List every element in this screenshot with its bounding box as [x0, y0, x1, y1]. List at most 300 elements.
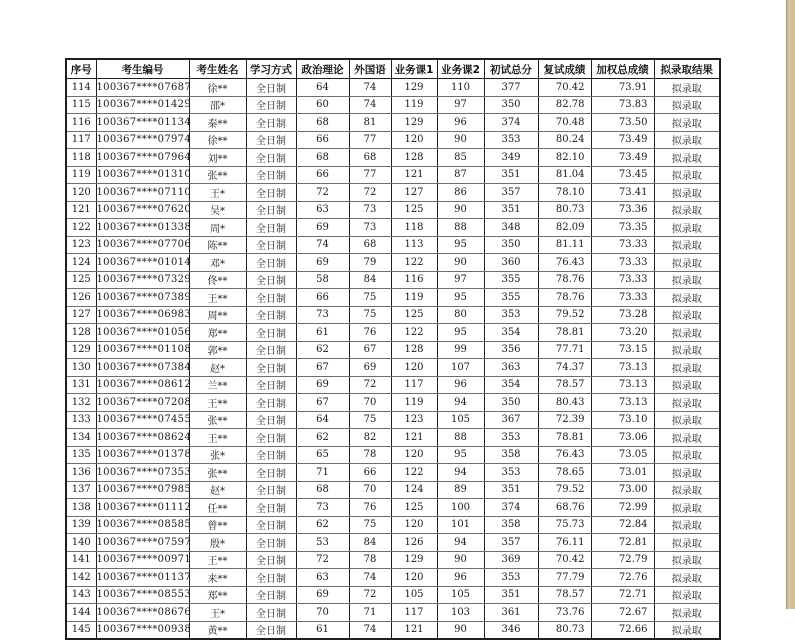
cell-retest-score: 78.81 — [538, 429, 591, 447]
cell-initial-total: 358 — [484, 516, 538, 534]
cell-course2: 88 — [437, 429, 484, 447]
cell-retest-score: 76.43 — [538, 254, 591, 272]
cell-course1: 119 — [391, 289, 437, 307]
table-row — [66, 271, 720, 289]
cell-candidate-id: 100367****07964 — [96, 149, 189, 167]
table-row — [66, 236, 720, 254]
cell-name: 王* — [189, 604, 246, 622]
cell-weighted-total: 73.49 — [591, 149, 654, 167]
cell-retest-score: 77.79 — [538, 569, 591, 587]
cell-result: 拟录取 — [654, 551, 720, 569]
cell-course1: 117 — [391, 376, 437, 394]
cell-course2: 94 — [437, 464, 484, 482]
cell-result: 拟录取 — [654, 534, 720, 552]
cell-study-mode: 全日制 — [246, 306, 296, 324]
cell-study-mode: 全日制 — [246, 149, 296, 167]
column-header-index: 序号 — [66, 59, 96, 79]
cell-study-mode: 全日制 — [246, 254, 296, 272]
cell-politics: 64 — [296, 79, 349, 97]
table-row — [66, 184, 720, 202]
cell-politics: 61 — [296, 621, 349, 639]
cell-foreign-language: 70 — [349, 394, 391, 412]
cell-weighted-total: 73.33 — [591, 254, 654, 272]
cell-course1: 129 — [391, 114, 437, 132]
cell-politics: 73 — [296, 499, 349, 517]
cell-initial-total: 377 — [484, 79, 538, 97]
cell-course2: 96 — [437, 376, 484, 394]
table-row — [66, 376, 720, 394]
cell-name: 黄** — [189, 621, 246, 639]
cell-index: 115 — [66, 96, 96, 114]
cell-retest-score: 76.11 — [538, 534, 591, 552]
cell-foreign-language: 72 — [349, 376, 391, 394]
cell-course2: 95 — [437, 236, 484, 254]
cell-politics: 60 — [296, 96, 349, 114]
cell-index: 131 — [66, 376, 96, 394]
cell-weighted-total: 72.76 — [591, 569, 654, 587]
cell-study-mode: 全日制 — [246, 621, 296, 639]
cell-course1: 121 — [391, 166, 437, 184]
cell-name: 殷* — [189, 534, 246, 552]
cell-retest-score: 80.73 — [538, 201, 591, 219]
cell-study-mode: 全日制 — [246, 464, 296, 482]
cell-study-mode: 全日制 — [246, 569, 296, 587]
cell-candidate-id: 100367****07985 — [96, 481, 189, 499]
cell-index: 144 — [66, 604, 96, 622]
cell-politics: 63 — [296, 569, 349, 587]
cell-foreign-language: 73 — [349, 201, 391, 219]
cell-course2: 95 — [437, 289, 484, 307]
cell-politics: 74 — [296, 236, 349, 254]
cell-foreign-language: 70 — [349, 481, 391, 499]
cell-politics: 66 — [296, 166, 349, 184]
cell-course1: 125 — [391, 499, 437, 517]
cell-retest-score: 82.09 — [538, 219, 591, 237]
cell-candidate-id: 100367****07455 — [96, 411, 189, 429]
table-row — [66, 254, 720, 272]
cell-retest-score: 78.76 — [538, 271, 591, 289]
table-row — [66, 551, 720, 569]
cell-foreign-language: 78 — [349, 551, 391, 569]
cell-index: 116 — [66, 114, 96, 132]
table-row — [66, 219, 720, 237]
cell-foreign-language: 75 — [349, 289, 391, 307]
cell-name: 王** — [189, 289, 246, 307]
cell-course2: 94 — [437, 394, 484, 412]
table-row — [66, 586, 720, 604]
cell-politics: 69 — [296, 586, 349, 604]
cell-name: 佟** — [189, 271, 246, 289]
cell-politics: 58 — [296, 271, 349, 289]
cell-politics: 69 — [296, 376, 349, 394]
cell-retest-score: 79.52 — [538, 481, 591, 499]
cell-result: 拟录取 — [654, 341, 720, 359]
cell-foreign-language: 67 — [349, 341, 391, 359]
cell-foreign-language: 68 — [349, 149, 391, 167]
cell-result: 拟录取 — [654, 254, 720, 272]
cell-course2: 99 — [437, 341, 484, 359]
cell-study-mode: 全日制 — [246, 96, 296, 114]
cell-weighted-total: 73.13 — [591, 394, 654, 412]
cell-course1: 128 — [391, 149, 437, 167]
cell-politics: 66 — [296, 131, 349, 149]
cell-foreign-language: 78 — [349, 446, 391, 464]
cell-index: 120 — [66, 184, 96, 202]
cell-course2: 89 — [437, 481, 484, 499]
cell-retest-score: 78.57 — [538, 376, 591, 394]
cell-result: 拟录取 — [654, 481, 720, 499]
cell-foreign-language: 74 — [349, 569, 391, 587]
cell-foreign-language: 77 — [349, 131, 391, 149]
cell-course2: 105 — [437, 411, 484, 429]
cell-course1: 129 — [391, 551, 437, 569]
column-header-weighted-total: 加权总成绩 — [591, 59, 654, 79]
cell-retest-score: 70.42 — [538, 551, 591, 569]
cell-course2: 87 — [437, 166, 484, 184]
cell-result: 拟录取 — [654, 586, 720, 604]
cell-weighted-total: 73.41 — [591, 184, 654, 202]
cell-course2: 90 — [437, 201, 484, 219]
cell-initial-total: 355 — [484, 289, 538, 307]
cell-politics: 70 — [296, 604, 349, 622]
cell-initial-total: 363 — [484, 359, 538, 377]
cell-course1: 126 — [391, 534, 437, 552]
cell-retest-score: 68.76 — [538, 499, 591, 517]
cell-foreign-language: 84 — [349, 534, 391, 552]
cell-course1: 128 — [391, 341, 437, 359]
cell-result: 拟录取 — [654, 411, 720, 429]
cell-index: 114 — [66, 79, 96, 97]
cell-index: 145 — [66, 621, 96, 639]
cell-weighted-total: 73.06 — [591, 429, 654, 447]
cell-study-mode: 全日制 — [246, 481, 296, 499]
cell-initial-total: 354 — [484, 376, 538, 394]
cell-result: 拟录取 — [654, 499, 720, 517]
cell-name: 郑** — [189, 586, 246, 604]
cell-index: 140 — [66, 534, 96, 552]
cell-result: 拟录取 — [654, 166, 720, 184]
cell-politics: 71 — [296, 464, 349, 482]
cell-study-mode: 全日制 — [246, 429, 296, 447]
cell-index: 119 — [66, 166, 96, 184]
cell-name: 徐** — [189, 131, 246, 149]
column-header-name: 考生姓名 — [189, 59, 246, 79]
cell-name: 王** — [189, 551, 246, 569]
cell-course1: 105 — [391, 586, 437, 604]
cell-name: 邓* — [189, 254, 246, 272]
cell-course1: 120 — [391, 131, 437, 149]
cell-course2: 80 — [437, 306, 484, 324]
table-row — [66, 166, 720, 184]
table-row — [66, 534, 720, 552]
cell-politics: 69 — [296, 254, 349, 272]
cell-weighted-total: 72.71 — [591, 586, 654, 604]
header-row — [66, 59, 720, 79]
cell-foreign-language: 76 — [349, 324, 391, 342]
cell-result: 拟录取 — [654, 289, 720, 307]
cell-result: 拟录取 — [654, 149, 720, 167]
cell-initial-total: 358 — [484, 446, 538, 464]
cell-study-mode: 全日制 — [246, 586, 296, 604]
cell-foreign-language: 72 — [349, 586, 391, 604]
cell-index: 121 — [66, 201, 96, 219]
cell-foreign-language: 74 — [349, 621, 391, 639]
cell-study-mode: 全日制 — [246, 516, 296, 534]
cell-retest-score: 80.43 — [538, 394, 591, 412]
cell-name: 张** — [189, 166, 246, 184]
cell-result: 拟录取 — [654, 569, 720, 587]
cell-initial-total: 360 — [484, 254, 538, 272]
cell-index: 138 — [66, 499, 96, 517]
cell-weighted-total: 73.28 — [591, 306, 654, 324]
cell-index: 129 — [66, 341, 96, 359]
cell-weighted-total: 73.35 — [591, 219, 654, 237]
cell-index: 141 — [66, 551, 96, 569]
cell-initial-total: 369 — [484, 551, 538, 569]
cell-weighted-total: 73.01 — [591, 464, 654, 482]
admission-table — [65, 58, 721, 640]
cell-retest-score: 78.65 — [538, 464, 591, 482]
cell-retest-score: 82.10 — [538, 149, 591, 167]
cell-name: 张** — [189, 411, 246, 429]
cell-initial-total: 357 — [484, 534, 538, 552]
cell-course2: 97 — [437, 271, 484, 289]
cell-initial-total: 350 — [484, 96, 538, 114]
cell-foreign-language: 75 — [349, 306, 391, 324]
cell-course1: 117 — [391, 604, 437, 622]
cell-initial-total: 351 — [484, 481, 538, 499]
cell-politics: 73 — [296, 306, 349, 324]
cell-initial-total: 353 — [484, 131, 538, 149]
cell-index: 137 — [66, 481, 96, 499]
cell-study-mode: 全日制 — [246, 289, 296, 307]
cell-candidate-id: 100367****07687 — [96, 79, 189, 97]
table-row — [66, 306, 720, 324]
cell-candidate-id: 100367****07208 — [96, 394, 189, 412]
cell-study-mode: 全日制 — [246, 219, 296, 237]
cell-study-mode: 全日制 — [246, 166, 296, 184]
cell-name: 曾** — [189, 516, 246, 534]
cell-retest-score: 74.37 — [538, 359, 591, 377]
cell-index: 123 — [66, 236, 96, 254]
column-header-initial-total: 初试总分 — [484, 59, 538, 79]
cell-result: 拟录取 — [654, 236, 720, 254]
cell-course1: 122 — [391, 324, 437, 342]
cell-foreign-language: 73 — [349, 219, 391, 237]
cell-foreign-language: 84 — [349, 271, 391, 289]
cell-candidate-id: 100367****07597 — [96, 534, 189, 552]
cell-initial-total: 353 — [484, 306, 538, 324]
cell-course1: 125 — [391, 306, 437, 324]
cell-index: 128 — [66, 324, 96, 342]
cell-result: 拟录取 — [654, 201, 720, 219]
table-row — [66, 411, 720, 429]
cell-candidate-id: 100367****08624 — [96, 429, 189, 447]
cell-course1: 119 — [391, 394, 437, 412]
cell-course1: 121 — [391, 621, 437, 639]
cell-initial-total: 353 — [484, 429, 538, 447]
cell-study-mode: 全日制 — [246, 411, 296, 429]
cell-course2: 86 — [437, 184, 484, 202]
cell-course1: 125 — [391, 201, 437, 219]
cell-name: 秦** — [189, 114, 246, 132]
cell-result: 拟录取 — [654, 394, 720, 412]
cell-result: 拟录取 — [654, 79, 720, 97]
cell-politics: 62 — [296, 341, 349, 359]
cell-course2: 107 — [437, 359, 484, 377]
cell-initial-total: 346 — [484, 621, 538, 639]
cell-course2: 88 — [437, 219, 484, 237]
cell-result: 拟录取 — [654, 359, 720, 377]
table-row — [66, 289, 720, 307]
column-header-retest-score: 复试成绩 — [538, 59, 591, 79]
cell-index: 143 — [66, 586, 96, 604]
cell-course1: 129 — [391, 79, 437, 97]
cell-course1: 120 — [391, 359, 437, 377]
cell-course2: 90 — [437, 621, 484, 639]
cell-retest-score: 77.71 — [538, 341, 591, 359]
cell-candidate-id: 100367****01338 — [96, 219, 189, 237]
cell-politics: 72 — [296, 184, 349, 202]
cell-index: 135 — [66, 446, 96, 464]
cell-course1: 122 — [391, 464, 437, 482]
cell-politics: 68 — [296, 149, 349, 167]
cell-retest-score: 78.76 — [538, 289, 591, 307]
cell-initial-total: 353 — [484, 569, 538, 587]
cell-course1: 124 — [391, 481, 437, 499]
cell-candidate-id: 100367****01137 — [96, 569, 189, 587]
cell-index: 142 — [66, 569, 96, 587]
cell-index: 133 — [66, 411, 96, 429]
cell-study-mode: 全日制 — [246, 114, 296, 132]
cell-study-mode: 全日制 — [246, 201, 296, 219]
cell-study-mode: 全日制 — [246, 79, 296, 97]
cell-candidate-id: 100367****08676 — [96, 604, 189, 622]
cell-foreign-language: 72 — [349, 184, 391, 202]
cell-study-mode: 全日制 — [246, 551, 296, 569]
cell-candidate-id: 100367****07384 — [96, 359, 189, 377]
cell-result: 拟录取 — [654, 271, 720, 289]
cell-name: 徐** — [189, 79, 246, 97]
cell-initial-total: 350 — [484, 236, 538, 254]
table-row — [66, 516, 720, 534]
cell-weighted-total: 73.13 — [591, 376, 654, 394]
table-row — [66, 359, 720, 377]
cell-politics: 68 — [296, 481, 349, 499]
table-row — [66, 446, 720, 464]
cell-candidate-id: 100367****07389 — [96, 289, 189, 307]
cell-initial-total: 351 — [484, 586, 538, 604]
cell-result: 拟录取 — [654, 219, 720, 237]
cell-index: 126 — [66, 289, 96, 307]
cell-name: 兰** — [189, 376, 246, 394]
cell-course2: 97 — [437, 96, 484, 114]
cell-candidate-id: 100367****07110 — [96, 184, 189, 202]
table-row — [66, 394, 720, 412]
cell-course1: 122 — [391, 254, 437, 272]
cell-course2: 85 — [437, 149, 484, 167]
cell-retest-score: 78.81 — [538, 324, 591, 342]
column-header-foreign-language: 外国语 — [349, 59, 391, 79]
cell-candidate-id: 100367****07706 — [96, 236, 189, 254]
table-row — [66, 79, 720, 97]
cell-name: 王** — [189, 394, 246, 412]
cell-result: 拟录取 — [654, 621, 720, 639]
cell-weighted-total: 73.83 — [591, 96, 654, 114]
cell-course2: 101 — [437, 516, 484, 534]
cell-politics: 64 — [296, 411, 349, 429]
cell-weighted-total: 72.81 — [591, 534, 654, 552]
table-row — [66, 341, 720, 359]
cell-name: 郭** — [189, 341, 246, 359]
cell-retest-score: 81.04 — [538, 166, 591, 184]
cell-retest-score: 82.78 — [538, 96, 591, 114]
cell-foreign-language: 75 — [349, 411, 391, 429]
cell-name: 赵* — [189, 359, 246, 377]
table-row — [66, 621, 720, 639]
cell-weighted-total: 72.99 — [591, 499, 654, 517]
cell-name: 张* — [189, 446, 246, 464]
cell-course1: 120 — [391, 446, 437, 464]
cell-weighted-total: 72.79 — [591, 551, 654, 569]
cell-course2: 103 — [437, 604, 484, 622]
cell-candidate-id: 100367****07620 — [96, 201, 189, 219]
cell-weighted-total: 72.66 — [591, 621, 654, 639]
cell-initial-total: 356 — [484, 341, 538, 359]
table-row — [66, 131, 720, 149]
cell-result: 拟录取 — [654, 306, 720, 324]
cell-foreign-language: 74 — [349, 96, 391, 114]
cell-course2: 96 — [437, 114, 484, 132]
cell-name: 邵* — [189, 96, 246, 114]
cell-study-mode: 全日制 — [246, 324, 296, 342]
cell-weighted-total: 73.00 — [591, 481, 654, 499]
cell-candidate-id: 100367****00938 — [96, 621, 189, 639]
cell-course1: 119 — [391, 96, 437, 114]
cell-weighted-total: 73.15 — [591, 341, 654, 359]
cell-initial-total: 361 — [484, 604, 538, 622]
cell-politics: 63 — [296, 201, 349, 219]
cell-retest-score: 70.48 — [538, 114, 591, 132]
cell-initial-total: 354 — [484, 324, 538, 342]
column-header-course1: 业务课1 — [391, 59, 437, 79]
cell-politics: 61 — [296, 324, 349, 342]
cell-study-mode: 全日制 — [246, 341, 296, 359]
cell-retest-score: 73.76 — [538, 604, 591, 622]
cell-index: 139 — [66, 516, 96, 534]
cell-name: 王* — [189, 184, 246, 202]
cell-foreign-language: 75 — [349, 516, 391, 534]
cell-initial-total: 351 — [484, 201, 538, 219]
column-header-result: 拟录取结果 — [654, 59, 720, 79]
cell-course2: 96 — [437, 569, 484, 587]
cell-result: 拟录取 — [654, 604, 720, 622]
cell-initial-total: 351 — [484, 166, 538, 184]
cell-candidate-id: 100367****01378 — [96, 446, 189, 464]
column-header-politics: 政治理论 — [296, 59, 349, 79]
cell-course2: 94 — [437, 534, 484, 552]
cell-name: 来** — [189, 569, 246, 587]
cell-politics: 69 — [296, 219, 349, 237]
cell-weighted-total: 73.36 — [591, 201, 654, 219]
cell-study-mode: 全日制 — [246, 184, 296, 202]
cell-foreign-language: 71 — [349, 604, 391, 622]
cell-retest-score: 72.39 — [538, 411, 591, 429]
cell-name: 赵* — [189, 481, 246, 499]
cell-candidate-id: 100367****08585 — [96, 516, 189, 534]
cell-course1: 120 — [391, 516, 437, 534]
cell-study-mode: 全日制 — [246, 446, 296, 464]
